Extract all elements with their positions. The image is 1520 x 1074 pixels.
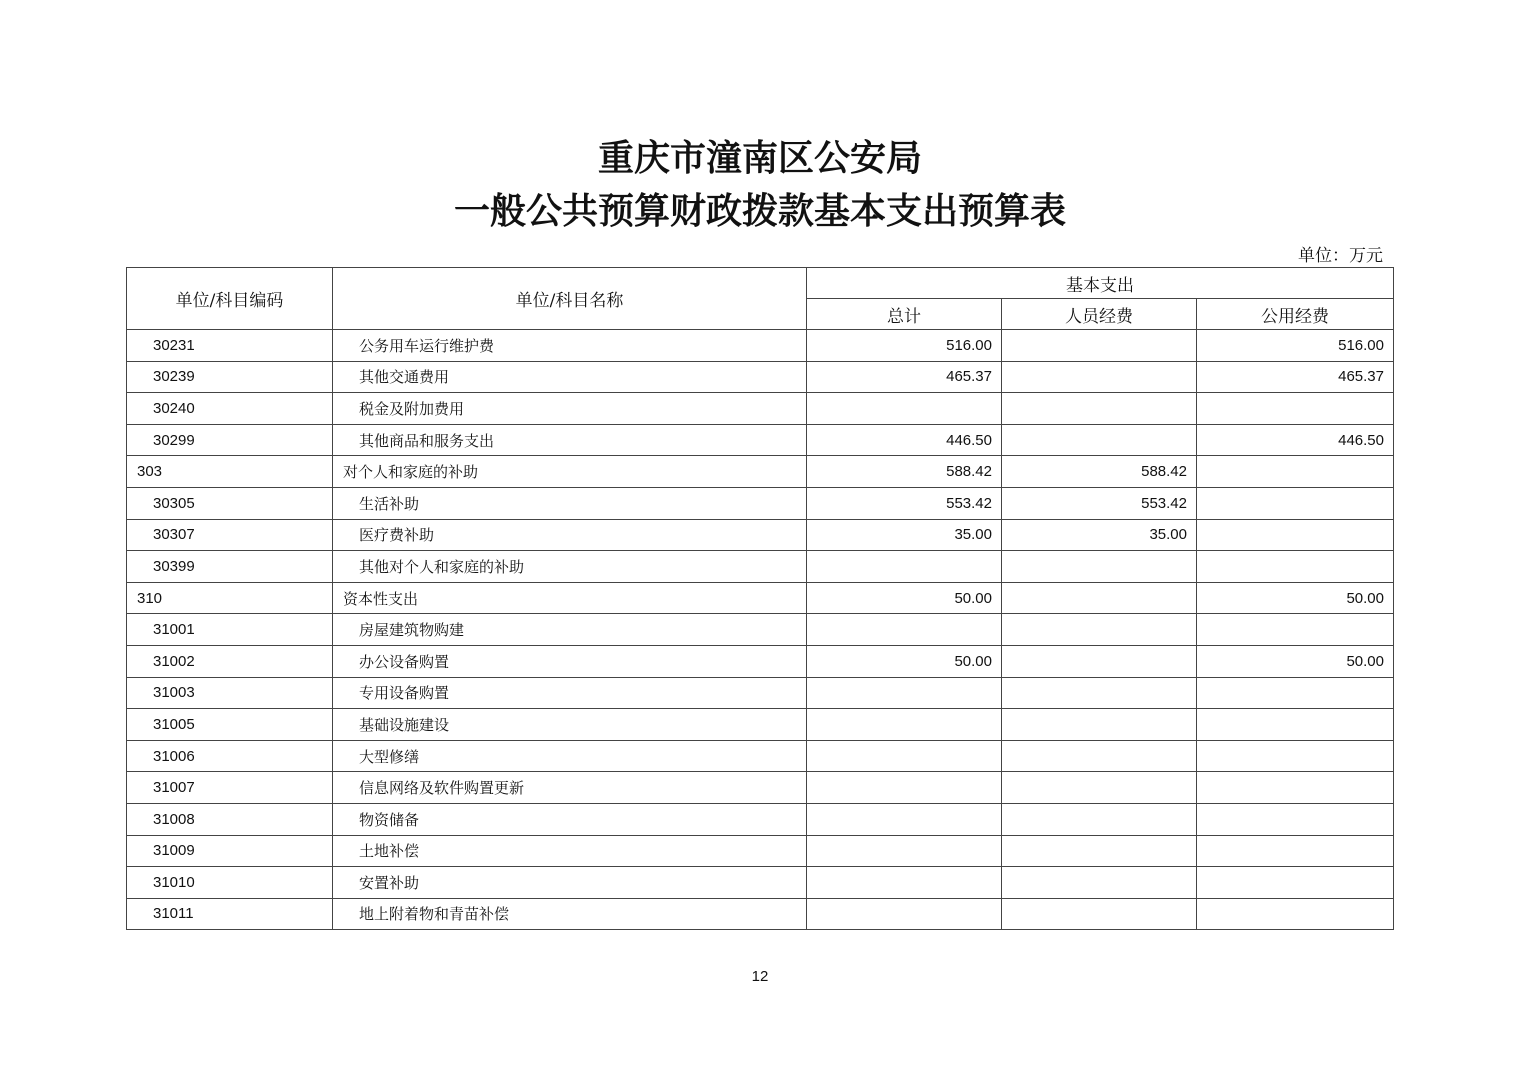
header-name: 单位/科目名称 [333, 268, 807, 330]
row-code: 31011 [127, 898, 333, 930]
row-code: 30240 [127, 393, 333, 425]
row-personnel [1002, 424, 1197, 456]
header-basic-expenditure: 基本支出 [807, 268, 1394, 299]
row-personnel: 35.00 [1002, 519, 1197, 551]
row-name: 地上附着物和青苗补偿 [333, 898, 807, 930]
row-personnel [1002, 551, 1197, 583]
row-personnel [1002, 645, 1197, 677]
header-total: 总计 [807, 299, 1002, 330]
header-personnel: 人员经费 [1002, 299, 1197, 330]
row-code: 31010 [127, 867, 333, 899]
table-row [127, 772, 1394, 804]
row-public [1197, 898, 1394, 930]
row-total: 50.00 [807, 582, 1002, 614]
row-personnel [1002, 867, 1197, 899]
row-code: 31009 [127, 835, 333, 867]
table-row [127, 487, 1394, 519]
row-personnel [1002, 614, 1197, 646]
row-name: 公务用车运行维护费 [333, 330, 807, 362]
header-code: 单位/科目编码 [127, 268, 333, 330]
header-public: 公用经费 [1197, 299, 1394, 330]
row-total: 588.42 [807, 456, 1002, 488]
row-name: 其他商品和服务支出 [333, 424, 807, 456]
row-total [807, 677, 1002, 709]
row-code: 31003 [127, 677, 333, 709]
row-name: 医疗费补助 [333, 519, 807, 551]
row-personnel [1002, 677, 1197, 709]
row-total [807, 614, 1002, 646]
table-row [127, 330, 1394, 362]
row-code: 30299 [127, 424, 333, 456]
row-personnel [1002, 740, 1197, 772]
budget-table [126, 267, 1394, 930]
row-public [1197, 835, 1394, 867]
row-public [1197, 519, 1394, 551]
row-total [807, 835, 1002, 867]
row-total [807, 709, 1002, 741]
row-public [1197, 867, 1394, 899]
row-public [1197, 487, 1394, 519]
table-body [127, 330, 1394, 930]
row-name: 资本性支出 [333, 582, 807, 614]
unit-label: 单位：万元 [1298, 246, 1383, 266]
page-subtitle: 一般公共预算财政拨款基本支出预算表 [453, 190, 1066, 232]
row-public [1197, 551, 1394, 583]
table-row [127, 614, 1394, 646]
table-row [127, 361, 1394, 393]
table-row [127, 677, 1394, 709]
row-code: 310 [127, 582, 333, 614]
row-name: 房屋建筑物购建 [333, 614, 807, 646]
row-name: 信息网络及软件购置更新 [333, 772, 807, 804]
row-name: 专用设备购置 [333, 677, 807, 709]
row-total [807, 898, 1002, 930]
row-public [1197, 740, 1394, 772]
row-name: 基础设施建设 [333, 709, 807, 741]
row-total: 50.00 [807, 645, 1002, 677]
row-total [807, 867, 1002, 899]
row-public [1197, 677, 1394, 709]
table-row [127, 582, 1394, 614]
table-row [127, 645, 1394, 677]
row-total [807, 551, 1002, 583]
row-personnel [1002, 709, 1197, 741]
row-personnel [1002, 898, 1197, 930]
row-public [1197, 614, 1394, 646]
row-personnel: 588.42 [1002, 456, 1197, 488]
row-name: 其他交通费用 [333, 361, 807, 393]
row-code: 31008 [127, 803, 333, 835]
row-total: 465.37 [807, 361, 1002, 393]
row-personnel [1002, 772, 1197, 804]
row-code: 303 [127, 456, 333, 488]
row-name: 安置补助 [333, 867, 807, 899]
row-code: 30399 [127, 551, 333, 583]
row-total: 516.00 [807, 330, 1002, 362]
row-public: 50.00 [1197, 645, 1394, 677]
row-personnel: 553.42 [1002, 487, 1197, 519]
table-row [127, 835, 1394, 867]
table-row [127, 867, 1394, 899]
row-personnel [1002, 803, 1197, 835]
table-row [127, 898, 1394, 930]
row-personnel [1002, 835, 1197, 867]
row-name: 对个人和家庭的补助 [333, 456, 807, 488]
row-name: 办公设备购置 [333, 645, 807, 677]
row-public [1197, 709, 1394, 741]
row-code: 31001 [127, 614, 333, 646]
row-total: 446.50 [807, 424, 1002, 456]
row-code: 31006 [127, 740, 333, 772]
row-code: 30231 [127, 330, 333, 362]
row-code: 30239 [127, 361, 333, 393]
row-total [807, 393, 1002, 425]
row-personnel [1002, 361, 1197, 393]
page-title: 重庆市潼南区公安局 [597, 137, 922, 179]
row-total [807, 740, 1002, 772]
row-name: 其他对个人和家庭的补助 [333, 551, 807, 583]
row-code: 30307 [127, 519, 333, 551]
row-name: 税金及附加费用 [333, 393, 807, 425]
row-name: 生活补助 [333, 487, 807, 519]
row-total [807, 803, 1002, 835]
row-public: 50.00 [1197, 582, 1394, 614]
row-code: 31002 [127, 645, 333, 677]
table-row [127, 803, 1394, 835]
row-name: 大型修缮 [333, 740, 807, 772]
row-total: 553.42 [807, 487, 1002, 519]
row-code: 31005 [127, 709, 333, 741]
row-name: 土地补偿 [333, 835, 807, 867]
table-row [127, 551, 1394, 583]
row-personnel [1002, 393, 1197, 425]
table-row [127, 393, 1394, 425]
row-public: 446.50 [1197, 424, 1394, 456]
row-public [1197, 803, 1394, 835]
table-row [127, 456, 1394, 488]
row-personnel [1002, 582, 1197, 614]
row-public: 516.00 [1197, 330, 1394, 362]
row-name: 物资储备 [333, 803, 807, 835]
row-public: 465.37 [1197, 361, 1394, 393]
row-public [1197, 393, 1394, 425]
row-code: 30305 [127, 487, 333, 519]
table-row [127, 424, 1394, 456]
row-total [807, 772, 1002, 804]
row-public [1197, 456, 1394, 488]
table-row [127, 519, 1394, 551]
table-row [127, 709, 1394, 741]
page-number: 12 [751, 968, 769, 985]
row-total: 35.00 [807, 519, 1002, 551]
row-code: 31007 [127, 772, 333, 804]
row-public [1197, 772, 1394, 804]
row-personnel [1002, 330, 1197, 362]
table-row [127, 740, 1394, 772]
